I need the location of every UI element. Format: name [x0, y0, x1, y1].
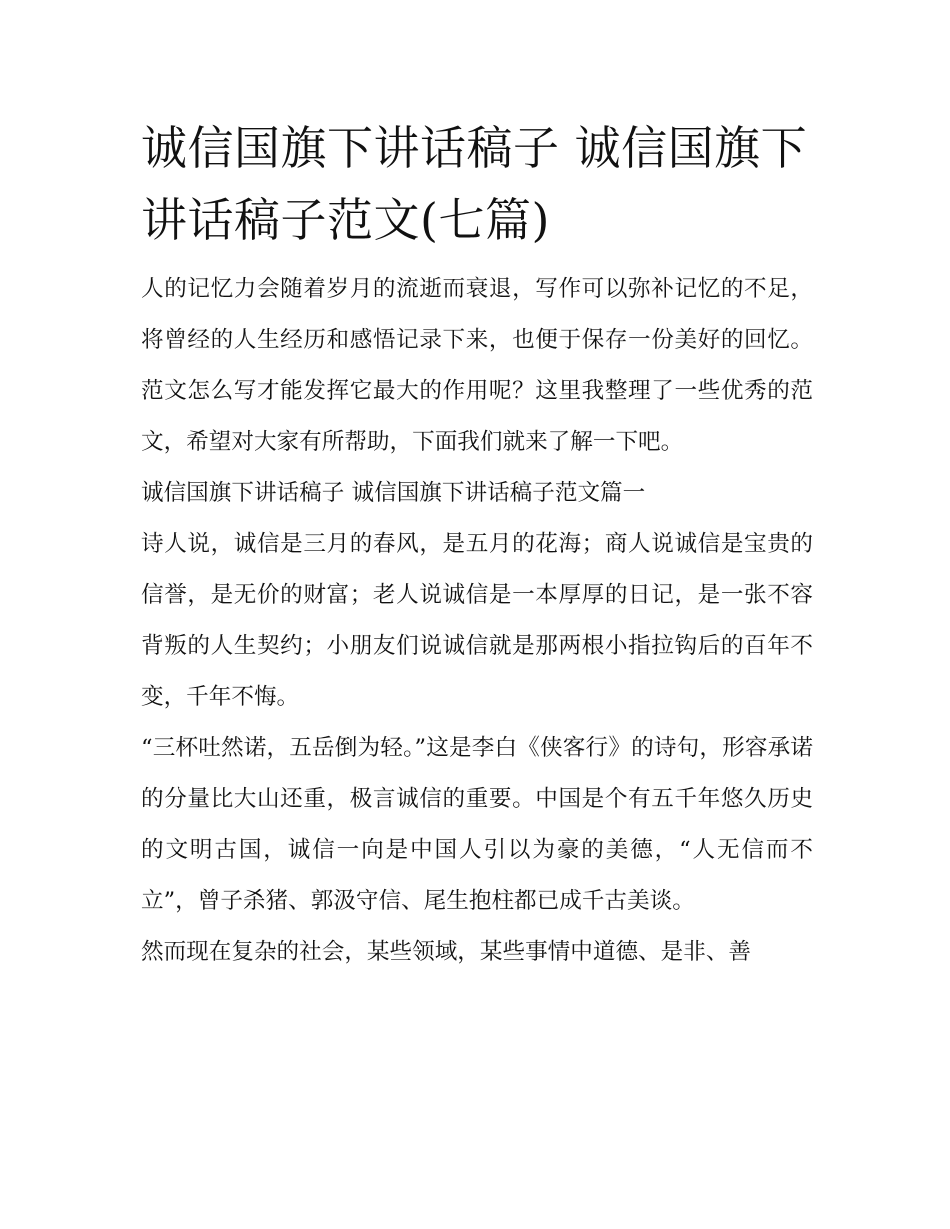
body-paragraph-3: 然而现在复杂的社会，某些领域，某些事情中道德、是非、善	[141, 939, 752, 965]
section-heading: 诚信国旗下讲话稿子 诚信国旗下讲话稿子范文篇一	[141, 480, 646, 506]
document-title: 诚信国旗下讲话稿子 诚信国旗下讲话稿子范文(七篇)	[141, 121, 808, 247]
intro-paragraph: 人的记忆力会随着岁月的流逝而衰退，写作可以弥补记忆的不足，将曾经的人生经历和感悟记录下来，也便于保存一份美好的回忆。范文怎么写才能发挥它最大的作用呢？这里我整理了一些优秀的范文，希望对大家有所帮助，下面我们就来了解一下吧。	[141, 276, 813, 455]
body-paragraph-2: “三杯吐然诺，五岳倒为轻。”这是李白《侠客行》的诗句，形容承诺的分量比大山还重，极言诚信的重要。中国是个有五千年悠久历史的文明古国，诚信一向是中国人引以为豪的美德，“人无信而不立”，曾子杀猪、郭汲守信、尾生抱柱都已成千古美谈。	[141, 735, 813, 914]
body-paragraph-1: 诗人说，诚信是三月的春风，是五月的花海；商人说诚信是宝贵的信誉，是无价的财富；老人说诚信是一本厚厚的日记，是一张不容背叛的人生契约；小朋友们说诚信就是那两根小指拉钩后的百年不变，千年不悔。	[141, 531, 813, 710]
document-page	[141, 112, 813, 978]
